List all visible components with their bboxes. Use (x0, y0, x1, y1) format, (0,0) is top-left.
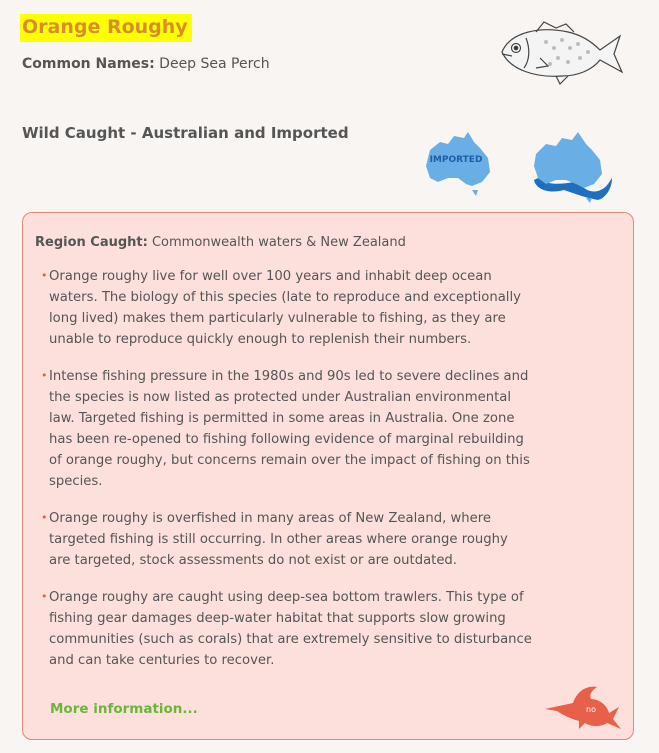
common-names-value: Deep Sea Perch (159, 56, 270, 72)
species-info-panel (22, 212, 634, 740)
list-item (41, 508, 533, 571)
list-item-text: Orange roughy live for well over 100 years and inhabit deep ocean waters. The biology of this species (late to reproduce and exceptionally long lived) makes them particularly vulnerable to fishing, as they are unable to reproduce quickly enough to replenish their numbers. (49, 269, 521, 347)
more-information-link[interactable]: More information... (50, 701, 198, 717)
marlin-rating-icon (545, 679, 621, 731)
region-caught-value: Commonwealth waters & New Zealand (151, 235, 406, 250)
bullet-icon: • (41, 590, 48, 603)
list-item-text: Orange roughy is overfished in many areas of New Zealand, where targeted fishing is still occurring. In other areas where orange roughy are targeted, stock assessments do not exist or are outdated. (49, 511, 508, 568)
list-item (41, 366, 533, 492)
imported-badge-label: IMPORTED (429, 155, 483, 165)
imported-map-icon (420, 128, 496, 198)
region-caught-label: Region Caught: (35, 235, 148, 250)
bullet-icon: • (41, 511, 48, 524)
australia-waters-map-icon (528, 128, 614, 204)
common-names-label: Common Names: (22, 56, 155, 72)
catch-type: Wild Caught - Australian and Imported (22, 124, 349, 142)
rating-badge-label: no (586, 705, 596, 714)
list-item (41, 266, 533, 350)
region-caught (35, 235, 406, 250)
bullet-icon: • (41, 269, 48, 282)
species-facts-list (41, 266, 533, 687)
list-item (41, 587, 533, 671)
page-title: Orange Roughy (20, 14, 192, 42)
common-names (22, 56, 270, 72)
bullet-icon: • (41, 369, 48, 382)
list-item-text: Intense fishing pressure in the 1980s and 90s led to severe declines and the species is now listed as protected under Australian environmental law. Targeted fishing is permitted in some areas in Australia. One zone has been re-opened to fishing following evidence of marginal rebuilding of orange roughy, but concerns remain over the impact of fishing on this species. (49, 369, 530, 489)
fish-illustration-icon (496, 18, 626, 88)
list-item-text: Orange roughy are caught using deep-sea bottom trawlers. This type of fishing gear damages deep-water habitat that supports slow growing communities (such as corals) that are extremely sensitive to disturbance and can take centuries to recover. (49, 590, 532, 668)
